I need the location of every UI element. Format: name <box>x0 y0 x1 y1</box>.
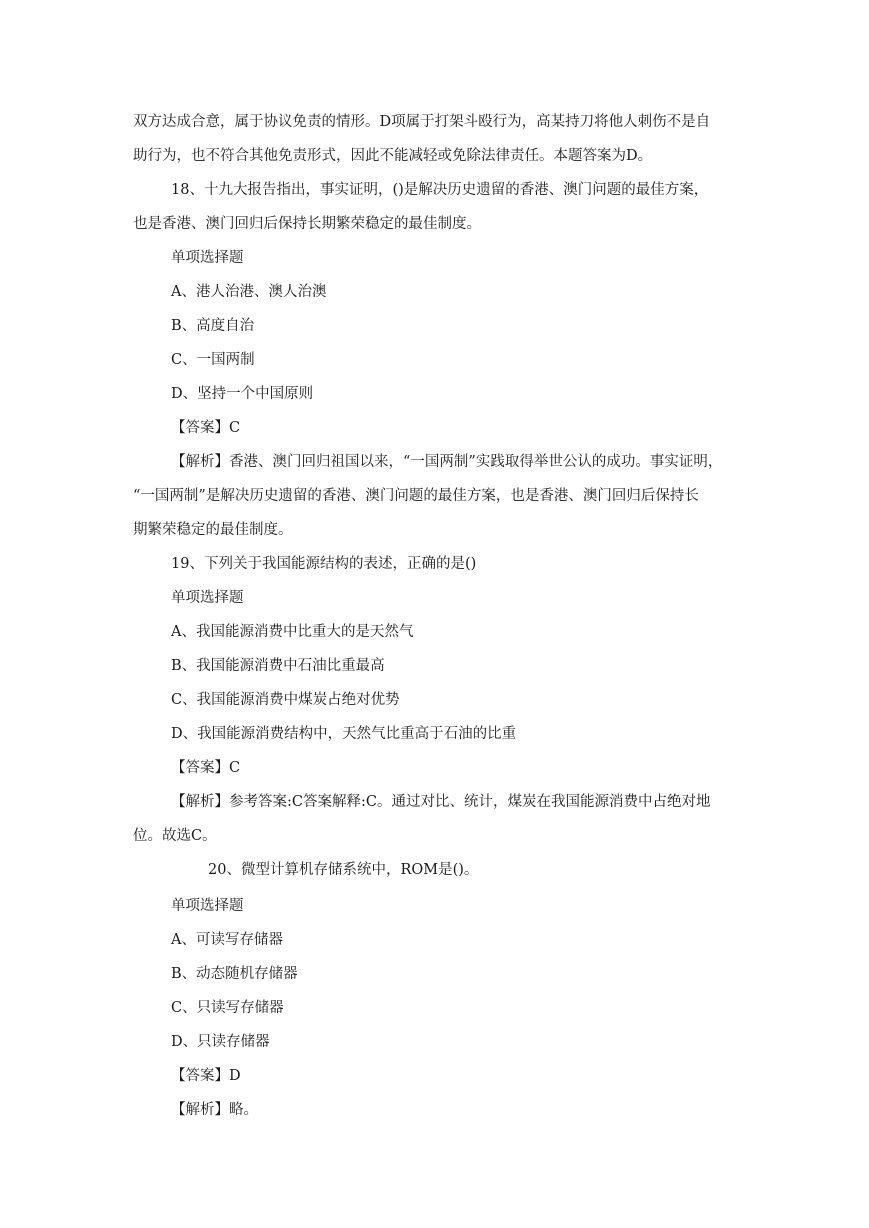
explanation: 【解析】香港、澳门回归祖国以来，“一国两制”实践取得举世公认的成功。事实证明， <box>171 454 723 470</box>
option-c: C、只读写存储器 <box>171 1000 284 1016</box>
question-18-stem-cont: 也是香港、澳门回归后保持长期繁荣稳定的最佳制度。 <box>133 216 481 232</box>
option-d: D、坚持一个中国原则 <box>171 386 314 402</box>
text-line: 双方达成合意，属于协议免责的情形。D项属于打架斗殴行为，高某持刀将他人刺伤不是自 <box>133 114 711 130</box>
answer: 【答案】C <box>171 420 241 436</box>
option-c: C、我国能源消费中煤炭占绝对优势 <box>171 692 400 708</box>
answer: 【答案】D <box>171 1068 241 1084</box>
option-b: B、我国能源消费中石油比重最高 <box>171 658 385 674</box>
question-18-stem: 18、十九大报告指出，事实证明，()是解决历史遗留的香港、澳门问题的最佳方案， <box>171 182 709 198</box>
question-type: 单项选择题 <box>171 898 244 914</box>
answer: 【答案】C <box>171 760 241 776</box>
question-type: 单项选择题 <box>171 590 244 606</box>
question-19-stem: 19、下列关于我国能源结构的表述，正确的是() <box>171 556 477 572</box>
option-a: A、港人治港、澳人治澳 <box>171 284 327 300</box>
option-a: A、可读写存储器 <box>171 932 283 948</box>
explanation: 【解析】略。 <box>171 1102 258 1118</box>
option-d: D、我国能源消费结构中，天然气比重高于石油的比重 <box>171 726 517 742</box>
option-b: B、高度自治 <box>171 318 255 334</box>
explanation-cont: “一国两制”是解决历史遗留的香港、澳门问题的最佳方案，也是香港、澳门回归后保持长 <box>133 488 699 504</box>
option-b: B、动态随机存储器 <box>171 966 298 982</box>
explanation: 【解析】参考答案:C答案解释:C。通过对比、统计，煤炭在我国能源消费中占绝对地 <box>171 794 711 810</box>
option-c: C、一国两制 <box>171 352 255 368</box>
option-d: D、只读存储器 <box>171 1034 270 1050</box>
question-type: 单项选择题 <box>171 250 244 266</box>
explanation-cont: 期繁荣稳定的最佳制度。 <box>133 522 293 538</box>
explanation-cont: 位。故选C。 <box>133 828 217 844</box>
text-line: 助行为，也不符合其他免责形式，因此不能减轻或免除法律责任。本题答案为D。 <box>133 148 653 164</box>
question-20-stem: 20、微型计算机存储系统中，ROM是()。 <box>208 862 479 878</box>
option-a: A、我国能源消费中比重大的是天然气 <box>171 624 414 640</box>
